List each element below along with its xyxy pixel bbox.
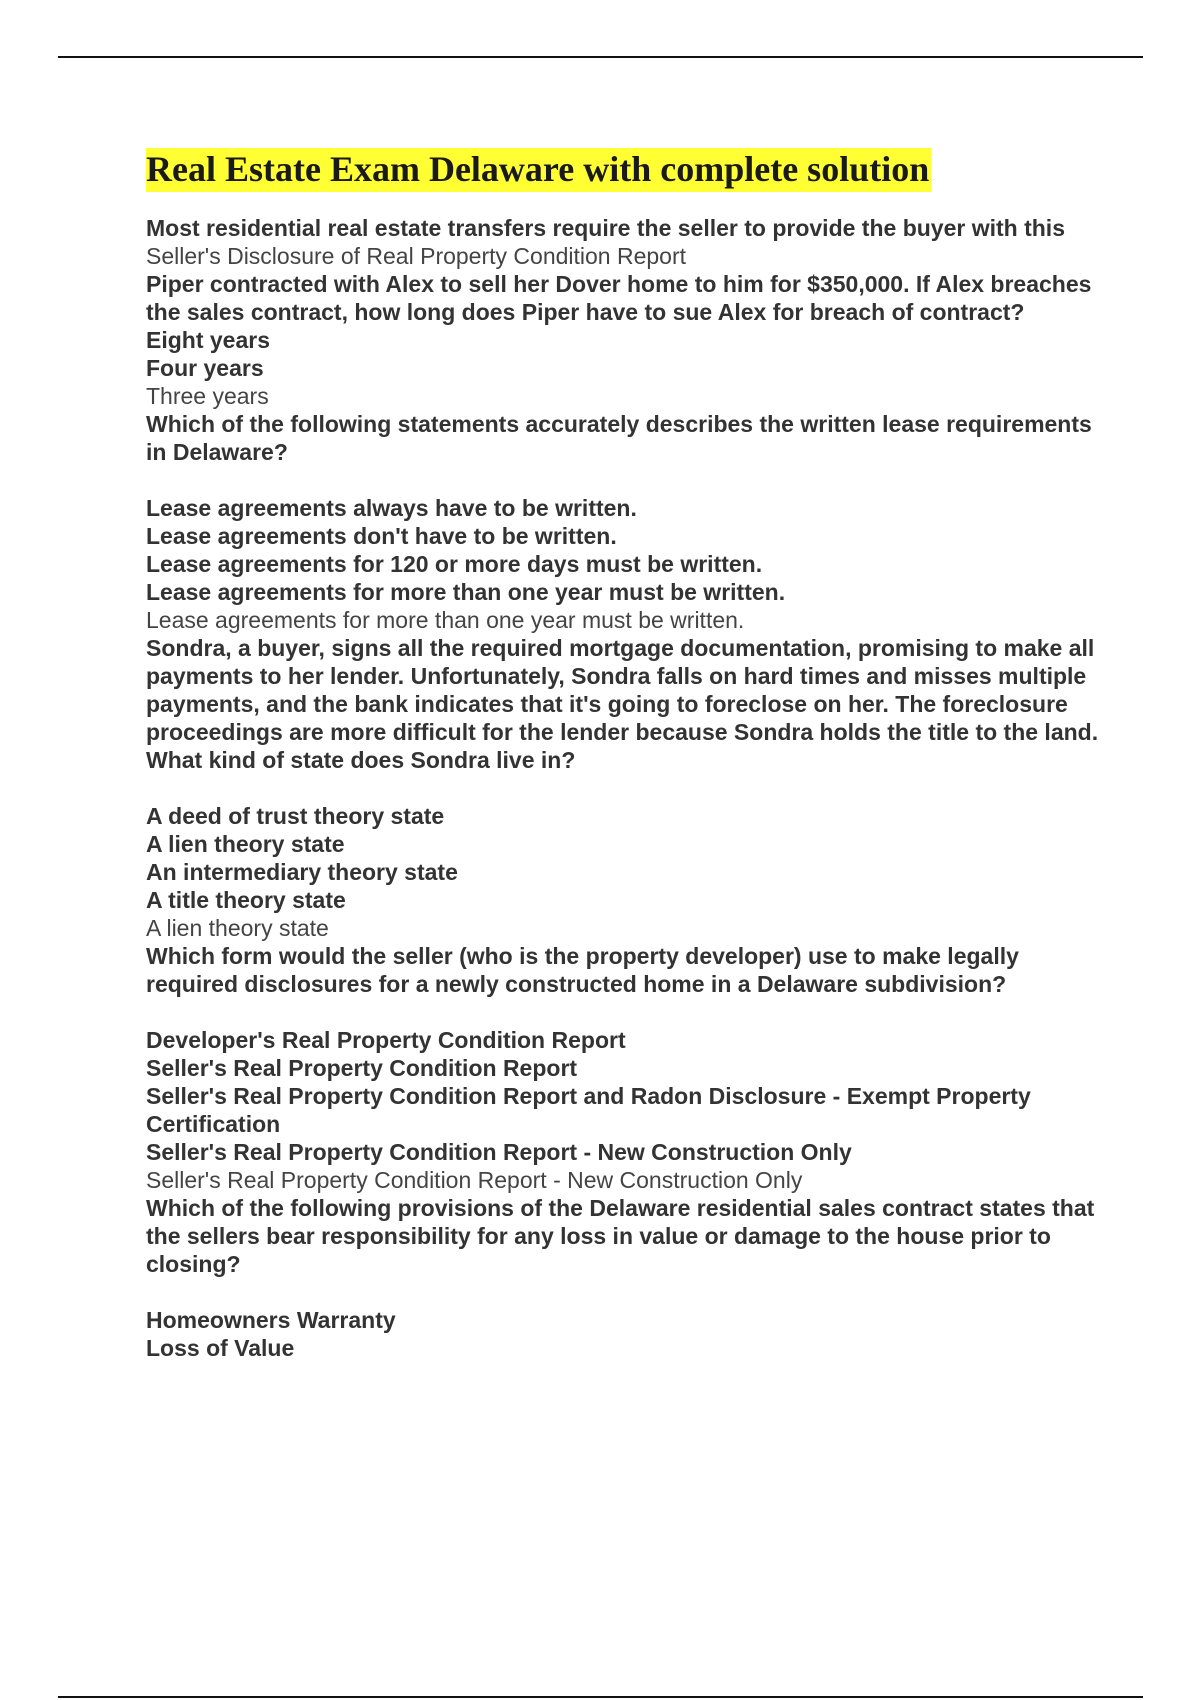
answer-text: A lien theory state: [146, 915, 329, 941]
option-text: Homeowners Warranty: [146, 1307, 396, 1333]
option-text: An intermediary theory state: [146, 859, 458, 885]
spacer: [146, 466, 1106, 494]
question-text: Most residential real estate transfers require the seller to provide the buyer with this: [146, 215, 1065, 241]
option-text: Lease agreements for more than one year must be written.: [146, 579, 786, 605]
question-text: Which form would the seller (who is the property developer) use to make legally required disclosures for a newly constructed home in a Delaware subdivision?: [146, 943, 1026, 997]
option-text: A deed of trust theory state: [146, 803, 445, 829]
answer-text: Seller's Real Property Condition Report - New Construction Only: [146, 1167, 803, 1193]
option-text: Four years: [146, 355, 264, 381]
option-text: Lease agreements don't have to be written.: [146, 523, 617, 549]
question-text: Which of the following statements accurately describes the written lease requirements in Delaware?: [146, 411, 1099, 465]
document-title: Real Estate Exam Delaware with complete solution: [146, 148, 931, 192]
option-text: Lease agreements for 120 or more days must be written.: [146, 551, 763, 577]
option-text: Loss of Value: [146, 1335, 295, 1361]
top-rule: [58, 56, 1143, 58]
option-text: Seller's Real Property Condition Report and Radon Disclosure - Exempt Property Certification: [146, 1083, 1038, 1137]
spacer: [146, 998, 1106, 1026]
question-text: Sondra, a buyer, signs all the required mortgage documentation, promising to make all payments to her lender. Unfortunately, Sondra falls on hard times and misses multiple payments, and the bank indicates that it's going to foreclose on her. The foreclosure proceedings are more difficult for the lender because Sondra holds the title to the land. What kind of state does Sondra live in?: [146, 635, 1105, 773]
option-text: A title theory state: [146, 887, 346, 913]
spacer: [146, 1278, 1106, 1306]
answer-text: Seller's Disclosure of Real Property Condition Report: [146, 243, 687, 269]
option-text: Seller's Real Property Condition Report: [146, 1055, 578, 1081]
option-text: A lien theory state: [146, 831, 345, 857]
option-text: Seller's Real Property Condition Report - New Construction Only: [146, 1139, 852, 1165]
option-text: Lease agreements always have to be written.: [146, 495, 637, 521]
answer-text: Three years: [146, 383, 269, 409]
option-text: Eight years: [146, 327, 270, 353]
qa-block: [146, 214, 1106, 1362]
bottom-rule: [58, 1696, 1143, 1698]
answer-text: Lease agreements for more than one year must be written.: [146, 607, 745, 633]
document-body: [146, 148, 1106, 1362]
question-text: Piper contracted with Alex to sell her Dover home to him for $350,000. If Alex breaches the sales contract, how long does Piper have to sue Alex for breach of contract?: [146, 271, 1098, 325]
spacer: [146, 774, 1106, 802]
option-text: Developer's Real Property Condition Report: [146, 1027, 626, 1053]
question-text: Which of the following provisions of the Delaware residential sales contract states that the sellers bear responsibility for any loss in value or damage to the house prior to closing?: [146, 1195, 1101, 1277]
